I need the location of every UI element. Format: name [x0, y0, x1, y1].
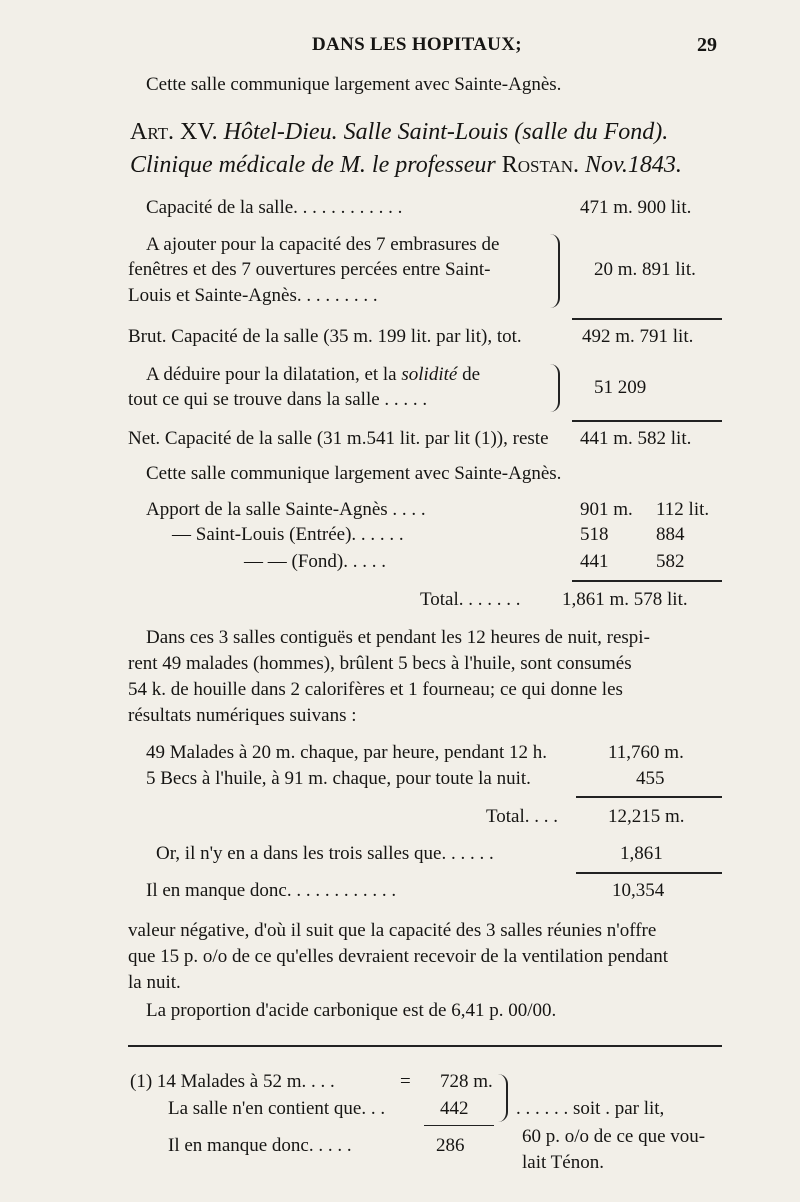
capacity-label: Capacité de la salle. . . . . . . . . . . . [146, 197, 403, 218]
paragraph-1-line-1: Dans ces 3 salles contiguës et pendant les 12 heures de nuit, respi- [146, 627, 650, 648]
footnote-line-2-value: 442 [440, 1098, 469, 1119]
footnote-line-3-value: 286 [436, 1135, 465, 1156]
paragraph-2-line-2: que 15 p. o/o de ce qu'elles devraient recevoir de la ventilation pendant [128, 946, 668, 967]
paragraph-2-line-1: valeur négative, d'où il suit que la capacité des 3 salles réunies n'offre [128, 920, 657, 941]
calc-value-2: 455 [636, 768, 665, 789]
sum-rule [576, 872, 722, 874]
footnote-right-line-1: 60 p. o/o de ce que vou- [522, 1126, 706, 1147]
apport-label-3: — — (Fond). . . . . [244, 551, 386, 572]
paragraph-1-line-3: 54 k. de houille dans 2 calorifères et 1 fourneau; ce qui donne les [128, 679, 623, 700]
apport-v1-2: 518 [580, 524, 609, 545]
sum-rule [424, 1125, 494, 1126]
running-header: DANS LES HOPITAUX; [312, 34, 522, 55]
apport-v2-2: 884 [656, 524, 685, 545]
page-number: 29 [697, 34, 717, 56]
ajouter-value: 20 m. 891 lit. [594, 259, 696, 280]
footnote-right-line-2: lait Ténon. [522, 1152, 604, 1173]
brut-value: 492 m. 791 lit. [582, 326, 694, 347]
deduire-line-1 [146, 364, 480, 386]
article-title: Hôtel-Dieu. Salle Saint-Louis (salle du Fond). [223, 119, 669, 145]
footnote-line-2-right: . . . . . . soit . par lit, [516, 1098, 665, 1119]
apport-v2-3: 582 [656, 551, 685, 572]
calc-total-label: Total. . . . [486, 806, 559, 827]
ajouter-line-2: fenêtres et des 7 ouvertures percées entre Saint- [128, 259, 491, 280]
article-date: Nov.1843. [585, 152, 682, 178]
deduire-value: 51 209 [594, 377, 647, 398]
deduire-line-2: tout ce qui se trouve dans la salle . . . . . [128, 389, 428, 410]
de-word: de [462, 364, 481, 385]
calc-label-2: 5 Becs à l'huile, à 91 m. chaque, pour toute la nuit. [146, 768, 531, 789]
net-label: Net. Capacité de la salle (31 m.541 lit. par lit (1)), reste [128, 428, 549, 449]
calc-label-1: 49 Malades à 20 m. chaque, par heure, pendant 12 h. [146, 742, 547, 763]
ajouter-line-1: A ajouter pour la capacité des 7 embrasures de [146, 234, 500, 255]
brace [498, 1074, 508, 1122]
footnote-line-1-label: (1) 14 Malades à 52 m. . . . [130, 1071, 335, 1092]
brace [550, 234, 560, 308]
communique-line: Cette salle communique largement avec Sainte-Agnès. [146, 463, 562, 484]
footnote-separator [128, 1045, 722, 1047]
intro-line: Cette salle communique largement avec Sainte-Agnès. [146, 74, 562, 95]
sum-rule [572, 420, 722, 422]
or-label: Or, il n'y en a dans les trois salles que. . . . . . [156, 843, 494, 864]
deduire-text: A déduire pour la dilatation, et la [146, 364, 397, 385]
apport-label-2: — Saint-Louis (Entrée). . . . . . [172, 524, 404, 545]
footnote-equals: = [400, 1071, 411, 1092]
ajouter-line-3: Louis et Sainte-Agnès. . . . . . . . . [128, 285, 378, 306]
article-label: Art. XV. [130, 119, 218, 145]
article-heading [130, 119, 668, 146]
apport-v1-3: 441 [580, 551, 609, 572]
calc-total-value: 12,215 m. [608, 806, 685, 827]
or-value: 1,861 [620, 843, 663, 864]
apport-label-1: Apport de la salle Sainte-Agnès . . . . [146, 499, 426, 520]
paragraph-1-line-2: rent 49 malades (hommes), brûlent 5 becs à l'huile, sont consumés [128, 653, 632, 674]
paragraph-1-line-4: résultats numériques suivans : [128, 705, 357, 726]
apport-total-value: 1,861 m. 578 lit. [562, 589, 688, 610]
footnote-line-3-label: Il en manque donc. . . . . [168, 1135, 352, 1156]
manque-label: Il en manque donc. . . . . . . . . . . . [146, 880, 397, 901]
article-subheading [130, 152, 682, 179]
net-value: 441 m. 582 lit. [580, 428, 692, 449]
capacity-value: 471 m. 900 lit. [580, 197, 692, 218]
sum-rule [572, 318, 722, 320]
professor-name: Rostan. [501, 152, 580, 178]
clinic-title: Clinique médicale de M. le professeur [130, 152, 496, 178]
apport-v1-1: 901 m. [580, 499, 633, 520]
footnote-line-2-label: La salle n'en contient que. . . [168, 1098, 386, 1119]
solidite-word: solidité [401, 364, 458, 385]
brace [550, 364, 560, 412]
footnote-line-1-value: 728 m. [440, 1071, 493, 1092]
acid-line: La proportion d'acide carbonique est de 6,41 p. 00/00. [146, 1000, 557, 1021]
sum-rule [572, 580, 722, 582]
paragraph-2-line-3: la nuit. [128, 972, 181, 993]
manque-value: 10,354 [612, 880, 665, 901]
calc-value-1: 11,760 m. [608, 742, 684, 763]
sum-rule [576, 796, 722, 798]
apport-total-label: Total. . . . . . . [420, 589, 521, 610]
brut-label: Brut. Capacité de la salle (35 m. 199 lit. par lit), tot. [128, 326, 522, 347]
apport-v2-1: 112 lit. [656, 499, 710, 520]
